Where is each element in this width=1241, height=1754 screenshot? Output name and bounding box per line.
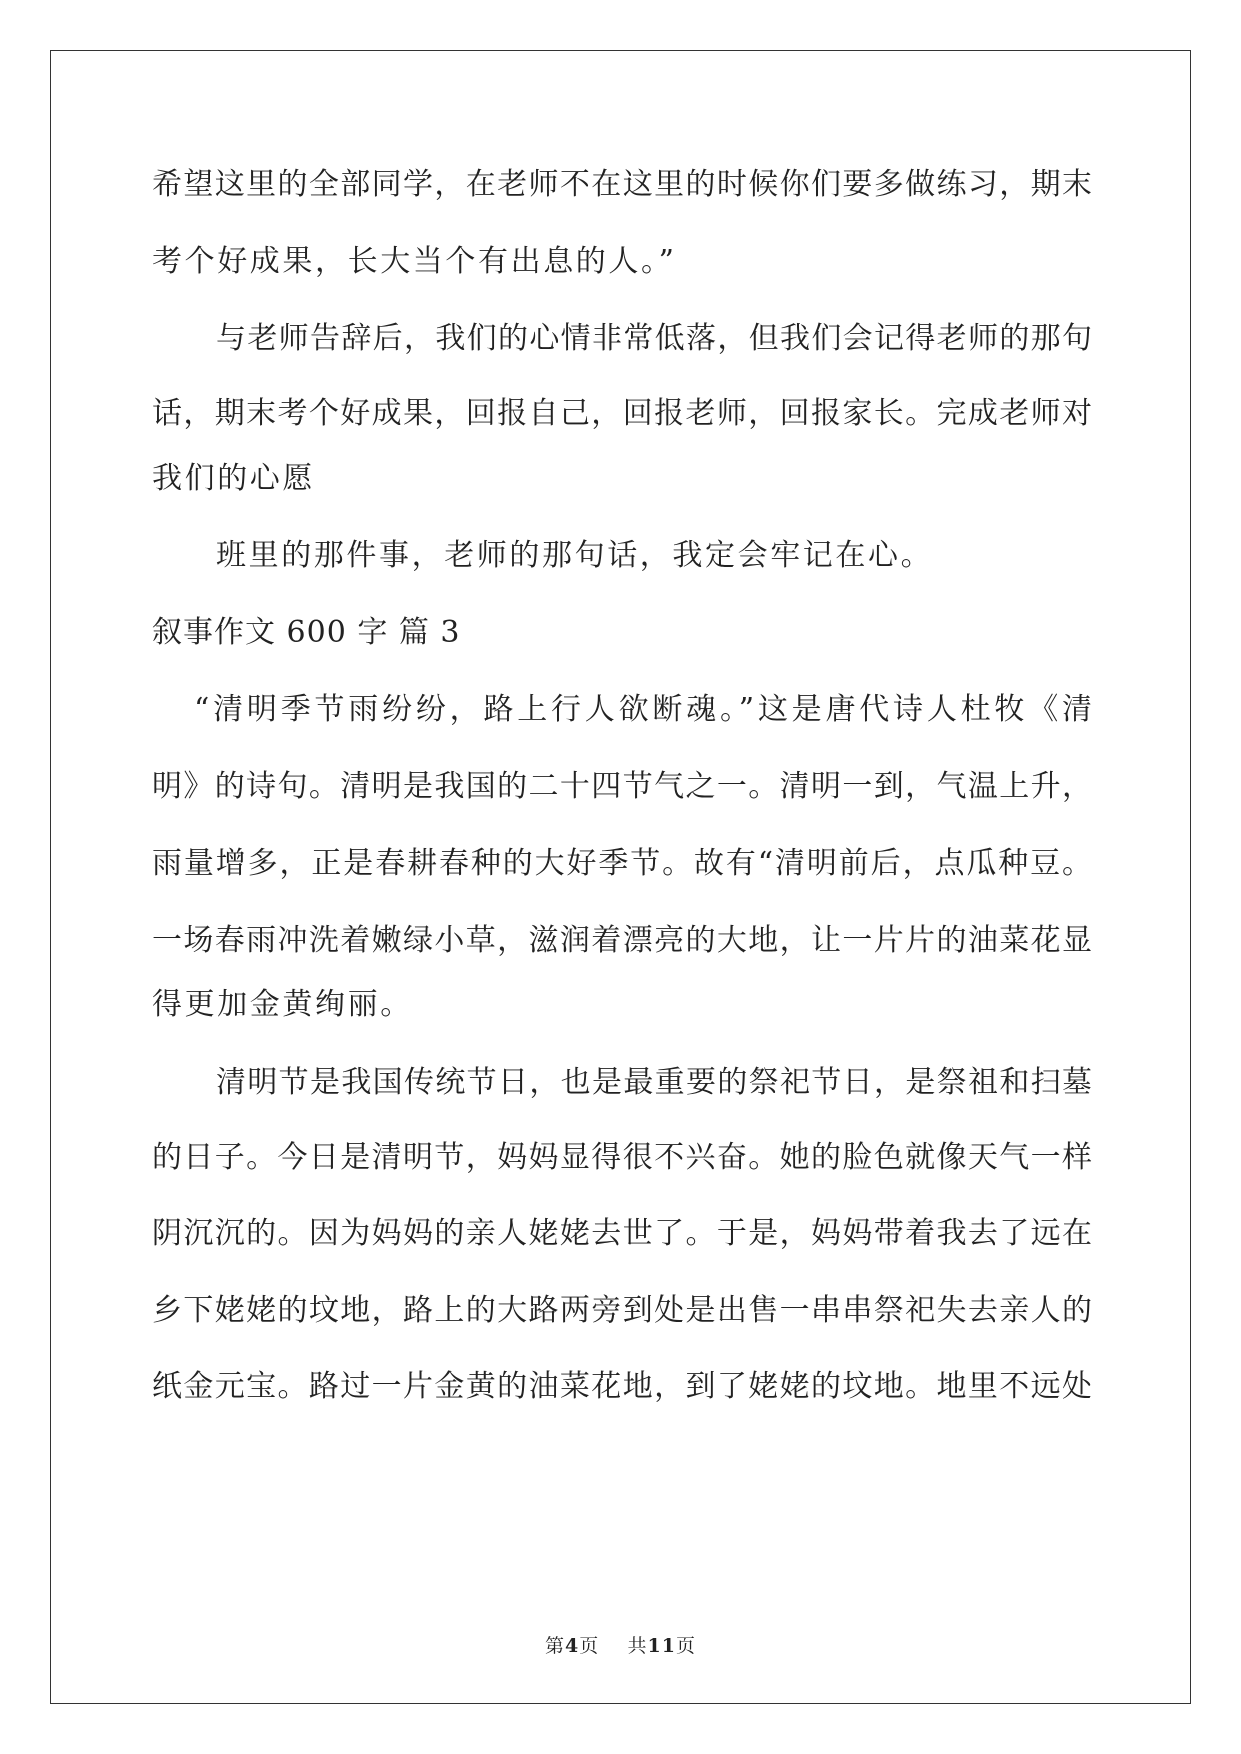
section-heading: 叙事作文 600 字 篇 3 [152, 615, 461, 650]
page-label-suffix: 页 [579, 1635, 600, 1657]
text-line: 清明节是我国传统节日，也是最重要的祭祀节日，是祭祖和扫墓 [216, 1065, 1092, 1100]
total-label-suffix: 页 [675, 1635, 696, 1657]
page-number: 4 [565, 1635, 580, 1657]
text-line: “清明季节雨纷纷，路上行人欲断魂。”这是唐代诗人杜牧《清 [194, 692, 1092, 727]
text-line: 阴沉沉的。因为妈妈的亲人姥姥去世了。于是，妈妈带着我去了远在 [152, 1216, 1092, 1251]
page-footer [0, 1634, 1241, 1658]
text-line: 雨量增多，正是春耕春种的大好季节。故有“清明前后，点瓜种豆。 [152, 846, 1092, 881]
total-label-prefix: 共 [627, 1635, 648, 1657]
text-line: 希望这里的全部同学，在老师不在这里的时候你们要多做练习，期末 [152, 167, 1092, 202]
text-line: 班里的那件事，老师的那句话，我定会牢记在心。 [216, 538, 934, 573]
text-line: 一场春雨冲洗着嫩绿小草，滋润着漂亮的大地，让一片片的油菜花显 [152, 923, 1092, 958]
text-line: 的日子。今日是清明节，妈妈显得很不兴奋。她的脸色就像天气一样 [152, 1140, 1092, 1175]
text-line: 考个好成果，长大当个有出息的人。” [152, 244, 677, 279]
text-line: 话，期末考个好成果，回报自己，回报老师，回报家长。完成老师对 [152, 396, 1092, 431]
page-label-prefix: 第 [545, 1635, 566, 1657]
text-line: 我们的心愿 [152, 461, 315, 496]
text-line: 明》的诗句。清明是我国的二十四节气之一。清明一到，气温上升， [152, 769, 1092, 804]
text-line: 乡下姥姥的坟地，路上的大路两旁到处是出售一串串祭祀失去亲人的 [152, 1293, 1092, 1328]
text-line: 纸金元宝。路过一片金黄的油菜花地，到了姥姥的坟地。地里不远处 [152, 1369, 1092, 1404]
text-line: 得更加金黄绚丽。 [152, 987, 413, 1022]
total-pages: 11 [647, 1635, 676, 1657]
text-line: 与老师告辞后，我们的心情非常低落，但我们会记得老师的那句 [216, 321, 1092, 356]
